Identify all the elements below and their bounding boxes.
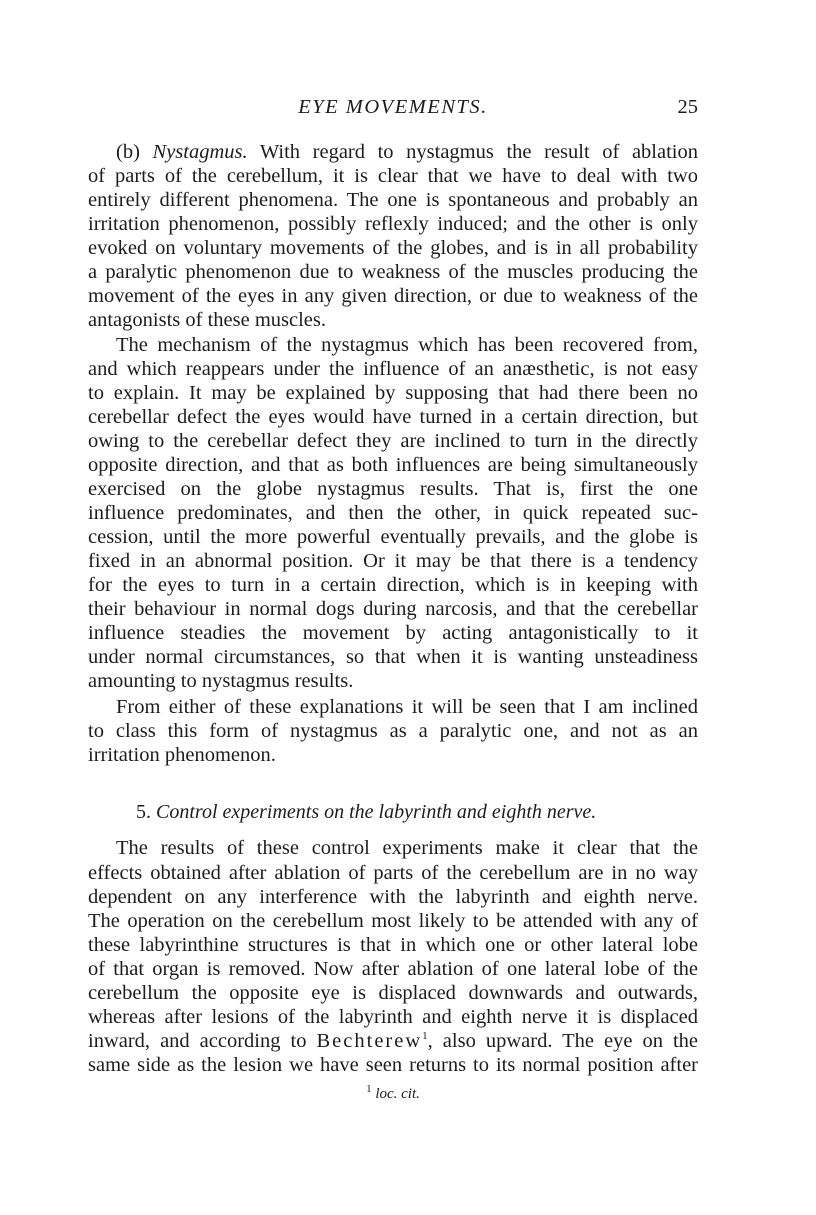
paragraph-control-line: effects obtained after ablation of parts of the cerebellum are in no way (88, 862, 698, 884)
paragraph-control-line: The results of these control experiments make it clear that the (116, 837, 698, 859)
paragraph-mechanism-line: under normal circumstances, so that when it is wanting unsteadiness (88, 646, 698, 668)
paragraph-control-line: whereas after lesions of the labyrinth and eighth nerve it is displaced (88, 1006, 698, 1028)
subsection-title: Nystagmus. (152, 141, 248, 163)
paragraph-mechanism-line: The mechanism of the nystagmus which has been recovered from, (116, 334, 698, 356)
paragraph-nystagmus-line-1: (b) Nystagmus. With regard to nystagmus the result of ablation (116, 141, 698, 163)
paragraph-mechanism-line: and which reappears under the influence of an anæsthetic, is not easy (88, 358, 698, 380)
paragraph-conclusion-line: to class this form of nystagmus as a paralytic one, and not as an (88, 720, 698, 742)
paragraph-control-line: cerebellum the opposite eye is displaced downwards and outwards, (88, 982, 698, 1004)
paragraph-conclusion-line: irritation phenomenon. (88, 744, 276, 766)
page-number: 25 (677, 96, 698, 118)
paragraph-control-line-with-citation: inward, and according to Bechterew$^1$, also upward. The eye on the (88, 1030, 699, 1052)
paragraph-control-line: these labyrinthine structures is that in which one or other lateral lobe (88, 934, 698, 956)
paragraph-mechanism-line: cession, until the more powerful eventually prevails, and the globe is (88, 526, 698, 548)
paragraph-mechanism-line: fixed in an abnormal position. Or it may be that there is a tendency (88, 550, 698, 572)
running-head (88, 96, 698, 126)
paragraph-mechanism-line: owing to the cerebellar defect they are inclined to turn in the directly (88, 430, 698, 452)
section-number: 5. (136, 801, 151, 823)
cited-author: Bechterew (316, 1030, 423, 1052)
paragraph-mechanism-line: amounting to nystagmus results. (88, 670, 354, 692)
paragraph-mechanism-line: cerebellar defect the eyes would have turned in a certain direction, but (88, 406, 698, 428)
footnote (88, 1085, 698, 1103)
paragraph-conclusion-line: From either of these explanations it will be seen that I am inclined (116, 696, 698, 718)
paragraph-mechanism-line: to explain. It may be explained by supposing that had there been no (88, 382, 698, 404)
paragraph-nystagmus-line: evoked on voluntary movements of the globes, and is in all probability (88, 237, 698, 259)
paragraph-mechanism-line: for the eyes to turn in a certain direction, which is in keeping with (88, 574, 698, 596)
paragraph-nystagmus-line: entirely different phenomena. The one is spontaneous and probably an (88, 189, 698, 211)
paragraph-nystagmus-line: irritation phenomenon, possibly reflexly induced; and the other is only (88, 213, 698, 235)
paragraph-control-line: The operation on the cerebellum most likely to be attended with any of (88, 910, 698, 932)
paragraph-nystagmus-line: movement of the eyes in any given direction, or due to weakness of the (88, 285, 698, 307)
paragraph-control-line: of that organ is removed. Now after ablation of one lateral lobe of the (88, 958, 698, 980)
paragraph-control-line: same side as the lesion we have seen returns to its normal position after (88, 1054, 698, 1076)
running-title: EYE MOVEMENTS. (298, 96, 488, 118)
section-heading (136, 800, 698, 824)
paragraph-mechanism-line: exercised on the globe nystagmus results. That is, first the one (88, 478, 698, 500)
paragraph-mechanism-line: influence steadies the movement by acting antagonistically to it (88, 622, 698, 644)
paragraph-nystagmus-line: of parts of the cerebellum, it is clear that we have to deal with two (88, 165, 698, 187)
footnote-text: loc. cit. (375, 1086, 420, 1102)
paragraph-mechanism-line: influence predominates, and then the other, in quick repeated suc- (88, 502, 698, 524)
paragraph-control-line: dependent on any interference with the labyrinth and eighth nerve. (88, 886, 698, 908)
paragraph-mechanism-line: their behaviour in normal dogs during narcosis, and that the cerebellar (88, 598, 698, 620)
paragraph-nystagmus-line: a paralytic phenomenon due to weakness of the muscles producing the (88, 261, 698, 283)
paragraph-nystagmus-line: antagonists of these muscles. (88, 309, 326, 331)
footnote-reference[interactable]: 1 (422, 1030, 428, 1043)
footnote-marker: 1 (366, 1083, 372, 1095)
subsection-label: (b) (116, 141, 140, 163)
section-title: Control experiments on the labyrinth and eighth nerve. (156, 801, 597, 823)
paragraph-mechanism-line: opposite direction, and that as both influences are being simultaneously (88, 454, 698, 476)
